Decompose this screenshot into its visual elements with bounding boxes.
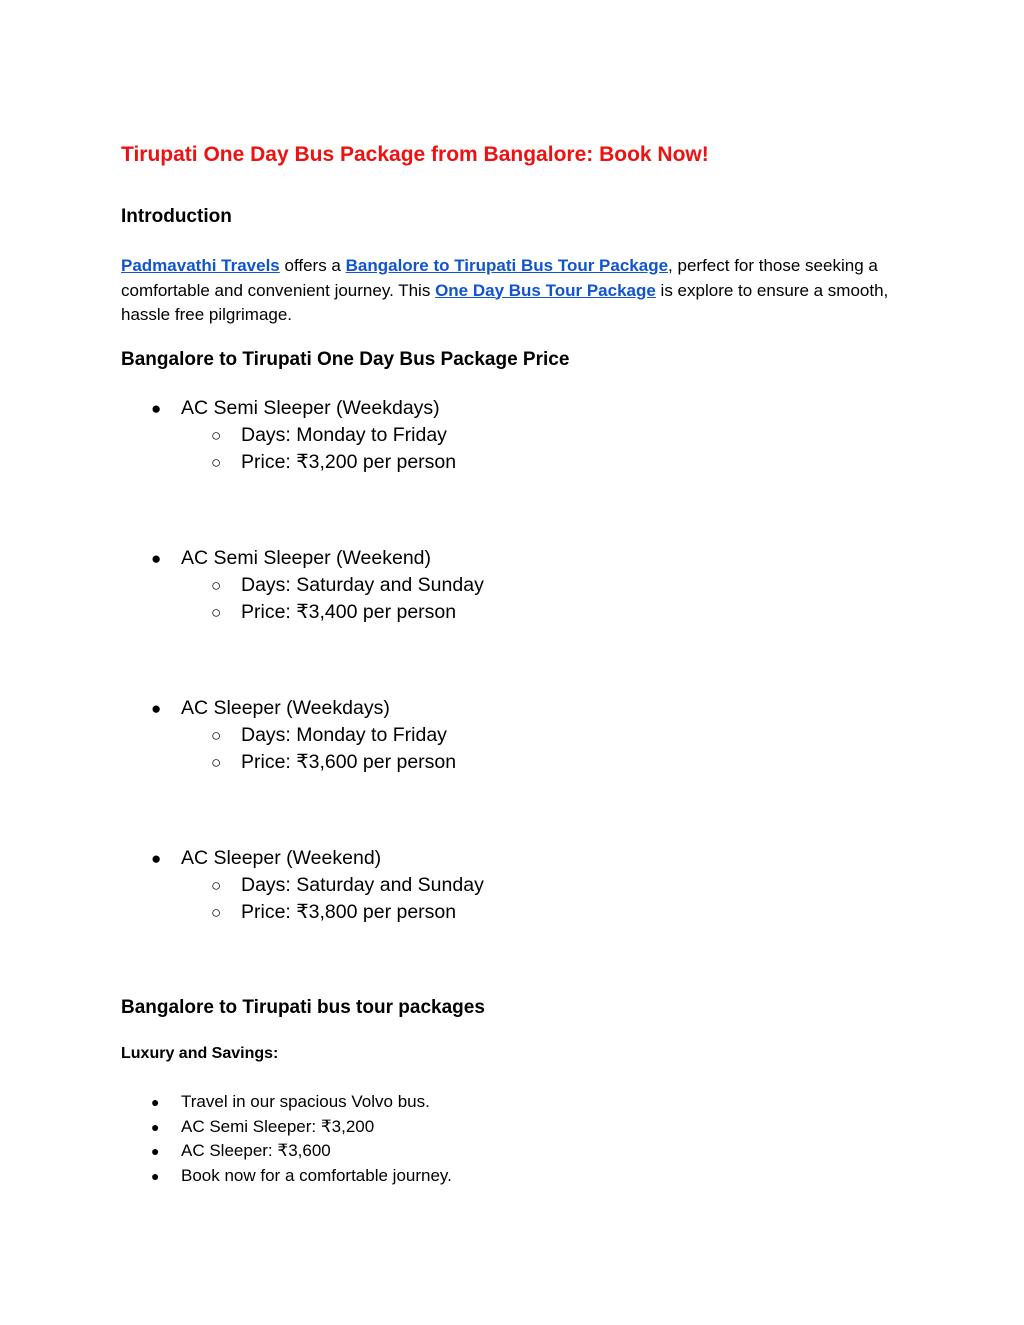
list-item-text: Book now for a comfortable journey. [181, 1165, 452, 1185]
hollow-bullet-icon: ○ [211, 576, 222, 595]
package-price-text: Price: ₹3,200 per person [241, 451, 457, 473]
intro-text-2: , perfect for those seeking a comfortable and convenient journey. This [121, 256, 878, 300]
filled-bullet-icon: ● [151, 399, 162, 418]
introduction-paragraph [121, 254, 901, 328]
luxury-savings-subheading: Luxury and Savings: [121, 1045, 279, 1062]
filled-bullet-icon: ● [151, 699, 162, 718]
package-name: AC Semi Sleeper (Weekdays) [181, 397, 440, 419]
list-item-text: Travel in our spacious Volvo bus. [181, 1092, 430, 1111]
package-name: AC Sleeper (Weekend) [181, 847, 382, 869]
package-price-text: Price: ₹3,400 per person [241, 601, 457, 623]
bangalore-tirupati-package-link[interactable]: Bangalore to Tirupati Bus Tour Package [345, 256, 669, 275]
intro-text-3: is explore to ensure a smooth, hassle free pilgrimage. [121, 280, 889, 324]
package-days-text: Days: Monday to Friday [241, 724, 447, 746]
hollow-bullet-icon: ○ [211, 726, 222, 745]
package-days-text: Days: Saturday and Sunday [241, 874, 484, 896]
introduction-heading: Introduction [121, 206, 232, 227]
filled-bullet-icon: ● [151, 1143, 160, 1159]
filled-bullet-icon: ● [151, 1094, 160, 1110]
price-section-heading: Bangalore to Tirupati One Day Bus Package Price [121, 349, 570, 370]
package-name: AC Sleeper (Weekdays) [181, 697, 390, 719]
list-item-text: AC Sleeper: ₹3,600 [181, 1141, 331, 1160]
filled-bullet-icon: ● [151, 549, 162, 568]
hollow-bullet-icon: ○ [211, 603, 222, 622]
hollow-bullet-icon: ○ [211, 753, 222, 772]
filled-bullet-icon: ● [151, 1118, 160, 1135]
package-price-text: Price: ₹3,800 per person [241, 901, 457, 923]
tour-section-heading: Bangalore to Tirupati bus tour packages [121, 997, 485, 1018]
hollow-bullet-icon: ○ [211, 453, 222, 472]
intro-text-1: offers a [279, 256, 346, 275]
filled-bullet-icon: ● [151, 849, 162, 868]
hollow-bullet-icon: ○ [211, 876, 222, 895]
hollow-bullet-icon: ○ [211, 426, 222, 445]
package-days-text: Days: Monday to Friday [241, 424, 447, 446]
hollow-bullet-icon: ○ [211, 903, 222, 922]
list-item-text: AC Semi Sleeper: ₹3,200 [181, 1116, 375, 1136]
package-price-text: Price: ₹3,600 per person [241, 751, 457, 773]
package-name: AC Semi Sleeper (Weekend) [181, 547, 431, 569]
one-day-bus-tour-package-link[interactable]: One Day Bus Tour Package [435, 280, 656, 300]
padmavathi-travels-link[interactable]: Padmavathi Travels [121, 256, 280, 275]
filled-bullet-icon: ● [151, 1167, 160, 1184]
package-days-text: Days: Saturday and Sunday [241, 574, 484, 596]
page-title: Tirupati One Day Bus Package from Bangalore: Book Now! [121, 143, 709, 166]
